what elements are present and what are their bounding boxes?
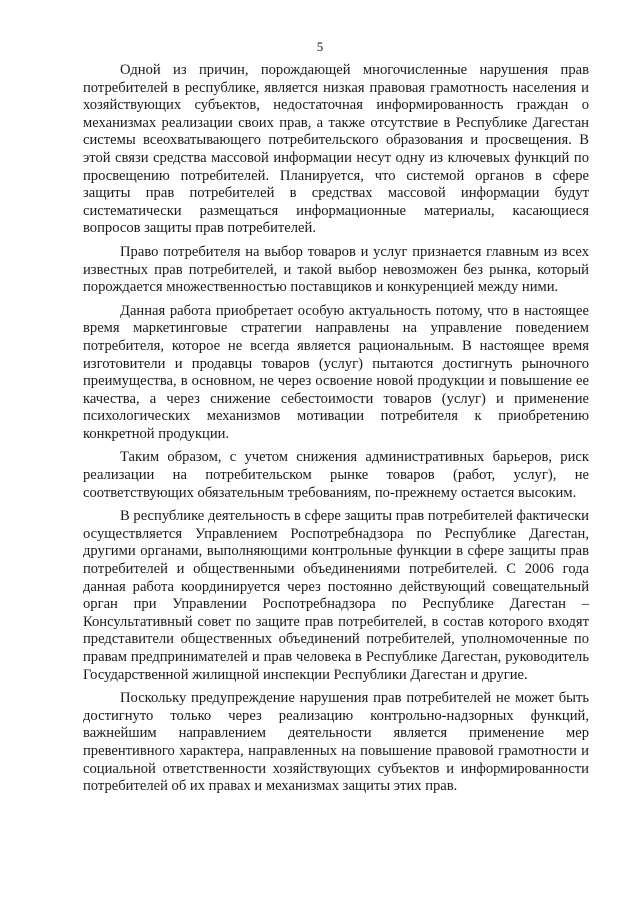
paragraph-risk: Таким образом, с учетом снижения административных барьеров, риск реализации на потребительском рынке товаров (работ, услуг), не соответствующих обязательным требованиям, по-прежнему остается высоким. — [83, 449, 589, 501]
paragraph-republic-activity: В республике деятельность в сфере защиты прав потребителей фактически осуществляется Управлением Роспотребнадзора по Республике Дагестан, другими органами, выполняющими контрольные функции в сфере защиты прав потребителей и общественными объединениями потребителей. С 2006 года данная работа координируется через постоянно действующий совещательный орган при Управлении Роспотребнадзора по Республике Дагестан – Консультативный совет по защите прав потребителей, в состав которого входят представители общественных объединений потребителей, уполномоченные по правам предпринимателей и прав человека в Республике Дагестан, руководитель Государственной жилищной инспекции Республики Дагестан и другие. — [83, 508, 589, 683]
page-number: 5 — [316, 39, 324, 54]
body-text — [83, 62, 589, 802]
paragraph-consumer-literacy: Одной из причин, порождающей многочисленные нарушения прав потребителей в республике, является низкая правовая грамотность населения и хозяйствующих субъектов, недостаточная информированность граждан о механизмах реализации своих прав, а также отсутствие в Республике Дагестан системы всеохватывающего потребительского образования и просвещения. В этой связи средства массовой информации несут одну из ключевых функций по просвещению потребителей. Планируется, что системой органов в сфере защиты прав потребителей в средствах массовой информации будут систематически размещаться информационные материалы, касающиеся вопросов защиты прав потребителей. — [83, 62, 589, 237]
paragraph-prevention: Поскольку предупреждение нарушения прав потребителей не может быть достигнуто только через реализацию контрольно-надзорных функций, важнейшим направлением деятельности является применение мер превентивного характера, направленных на повышение правовой грамотности и социальной ответственности хозяйствующих субъектов и информированности потребителей об их правах и механизмах защиты этих прав. — [83, 690, 589, 795]
paragraph-right-of-choice: Право потребителя на выбор товаров и услуг признается главным из всех известных прав потребителей, и такой выбор невозможен без рынка, который порождается множественностью поставщиков и конкуренцией между ними. — [83, 243, 589, 296]
paragraph-relevance: Данная работа приобретает особую актуальность потому, что в настоящее время маркетинговые стратегии направлены на управление поведением потребителя, которое не всегда является рациональным. В настоящее время изготовители и продавцы товаров (услуг) пытаются достигнуть рыночного преимущества, в основном, не через освоение новой продукции и повышение ее качества, а через снижение себестоимости товаров (услуг) и применение психологических механизмов мотивации потребителя к приобретению конкретной продукции. — [83, 302, 589, 442]
